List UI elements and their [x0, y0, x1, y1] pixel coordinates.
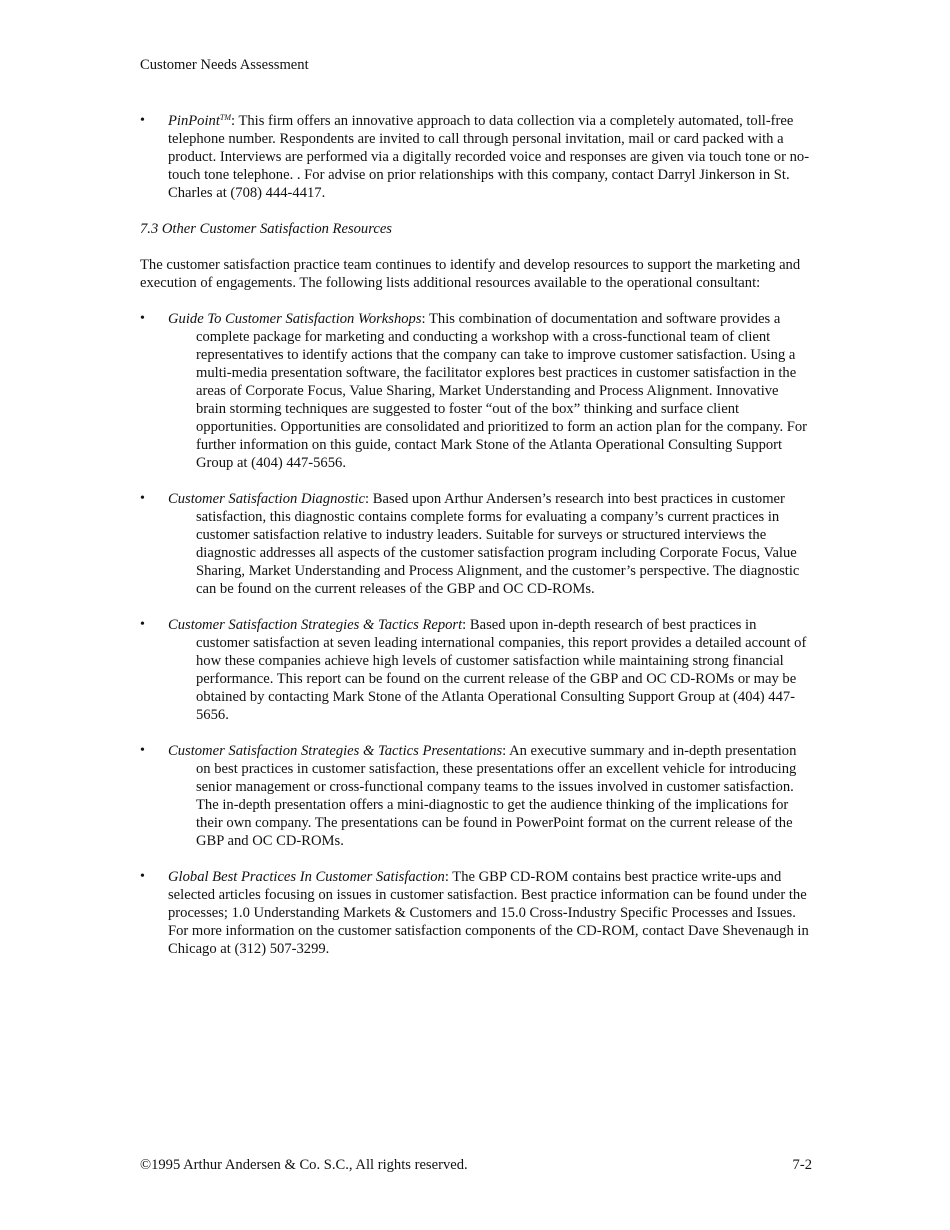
bullet-paragraph	[168, 490, 812, 598]
bullet-icon: •	[140, 311, 145, 326]
bullet-title: Customer Satisfaction Diagnostic	[168, 491, 366, 507]
bullet-separator: :	[462, 617, 467, 633]
bullet-text: The GBP CD-ROM contains best practice write-ups and selected articles focusing on issues in customer satisfaction. Best practice information can be found under the processes; 1.0 Understanding Markets & Customers and 15.0 Cross-Industry Specific Processes and Issues. For more information on the customer satisfaction components of the CD-ROM, contact Dave Shevenaugh in Chicago at (312) 507-3299.	[168, 869, 809, 957]
bullet-separator: :	[365, 491, 370, 507]
bullet-title: Global Best Practices In Customer Satisfaction	[168, 869, 445, 885]
bullet-title: Customer Satisfaction Strategies & Tactics Report	[168, 617, 463, 633]
bullet-text: This firm offers an innovative approach to data collection via a completely automated, toll-free telephone number. Respondents are invited to call through personal invitation, mail or card packed with a product. Interviews are performed via a digitally recorded voice and responses are given via touch tone or no-touch tone telephone. . For advise on prior relationships with this company, contact Darryl Jinkerson in St. Charles at (708) 444-4417.	[168, 113, 810, 201]
bullet-item-strategies-presentations	[140, 742, 812, 850]
bullet-paragraph	[168, 616, 812, 724]
bullet-separator: :	[231, 113, 236, 129]
bullet-paragraph	[168, 742, 812, 850]
page-footer	[140, 1156, 812, 1174]
document-body	[140, 112, 812, 958]
bullet-text: An executive summary and in-depth presentation on best practices in customer satisfaction, these presentations offer an excellent vehicle for introducing senior management or cross-functional company teams to the issues involved in customer satisfaction. The in-depth presentation offers a mini-diagnostic to get the audience thinking of the implications for their own company. The presentations can be found in PowerPoint format on the current release of the GBP and OC CD-ROMs.	[196, 743, 797, 849]
bullet-icon: •	[140, 743, 145, 758]
bullet-text: Based upon in-depth research of best practices in customer satisfaction at seven leading international companies, this report provides a detailed account of how these companies achieve high levels of customer satisfaction while maintaining strong financial performance. This report can be found on the current release of the GBP and OC CD-ROMs or may be obtained by contacting Mark Stone of the Atlanta Operational Consulting Support Group at (404) 447-5656.	[196, 617, 807, 723]
bullet-separator: :	[421, 311, 426, 327]
bullet-icon: •	[140, 617, 145, 632]
bullet-paragraph	[168, 310, 812, 472]
bullet-paragraph	[168, 112, 812, 202]
bullet-item-pinpoint	[140, 112, 812, 202]
bullet-item-strategies-report	[140, 616, 812, 724]
bullet-icon: •	[140, 491, 145, 506]
bullet-text: Based upon Arthur Andersen’s research into best practices in customer satisfaction, this diagnostic contains complete forms for evaluating a company’s current practices in customer satisfaction relative to industry leaders. Suitable for surveys or structured interviews the diagnostic addresses all aspects of the customer satisfaction program including Corporate Focus, Value Sharing, Market Understanding and Process Alignment, and the customer’s perspective. The diagnostic can be found on the current releases of the GBP and OC CD-ROMs.	[196, 491, 800, 597]
bullet-title: PinPoint	[168, 113, 220, 129]
bullet-item-global-best-practices	[140, 868, 812, 958]
bullet-icon: •	[140, 869, 145, 884]
bullet-paragraph	[168, 868, 812, 958]
bullet-separator: :	[444, 869, 449, 885]
running-header: Customer Needs Assessment	[140, 57, 309, 73]
bullet-icon: •	[140, 113, 145, 128]
bullet-item-workshops	[140, 310, 812, 472]
intro-paragraph: The customer satisfaction practice team continues to identify and develop resources to support the marketing and execution of engagements. The following lists additional resources available to the operational consultant:	[140, 257, 801, 291]
copyright-notice: ©1995 Arthur Andersen & Co. S.C., All rights reserved.	[140, 1157, 468, 1173]
bullet-title: Customer Satisfaction Strategies & Tactics Presentations	[168, 743, 503, 759]
bullet-separator: :	[502, 743, 507, 759]
bullet-item-diagnostic	[140, 490, 812, 598]
trademark-mark: TM	[219, 113, 232, 122]
section-heading: 7.3 Other Customer Satisfaction Resources	[140, 221, 392, 237]
bullet-text: This combination of documentation and software provides a complete package for marketing and conducting a workshop with a cross-functional team of client representatives to identify actions that the company can take to improve customer satisfaction. Using a multi-media presentation software, the facilitator explores best practices in customer satisfaction in the areas of Corporate Focus, Value Sharing, Market Understanding and Process Alignment. Innovative brain storming techniques are suggested to foster “out of the box” thinking and surface client opportunities. Opportunities are consolidated and prioritized to form an action plan for the company. For further information on this guide, contact Mark Stone of the Atlanta Operational Consulting Support Group at (404) 447-5656.	[196, 311, 808, 471]
page-number: 7-2	[792, 1157, 812, 1173]
bullet-title: Guide To Customer Satisfaction Workshops	[168, 311, 422, 327]
